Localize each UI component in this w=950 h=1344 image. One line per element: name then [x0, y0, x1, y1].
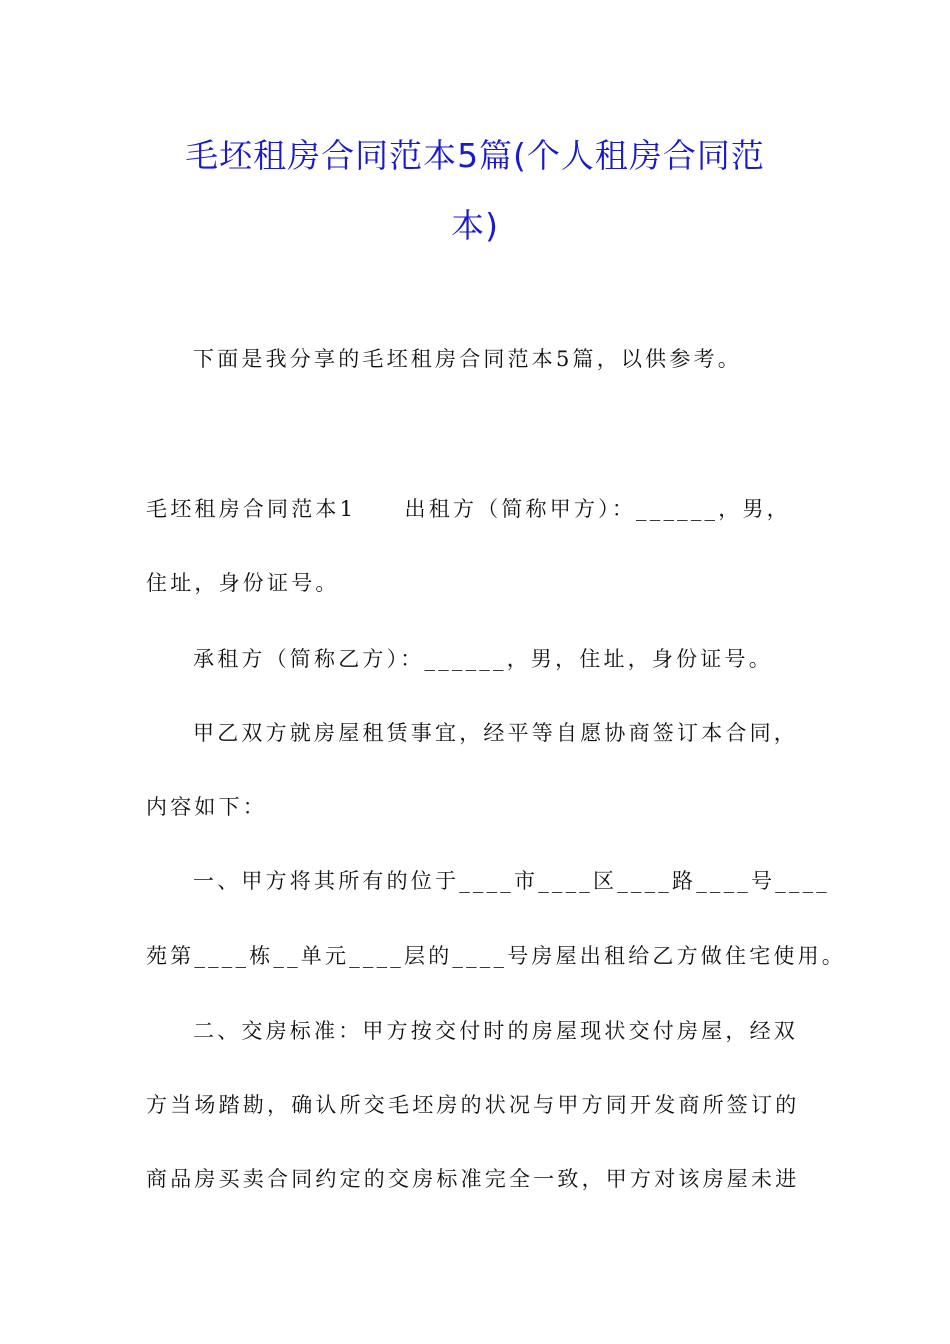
contract-1-heading-line: 毛坯租房合同范本1 出租方（简称甲方）：______，男，: [146, 497, 791, 521]
lessee-line: 承租方（简称乙方）：______，男，住址，身份证号。: [193, 647, 773, 671]
clause-1-line-2: 苑第____栋__单元____层的____号房屋出租给乙方做住宅使用。: [146, 944, 846, 968]
document-title-line-1: 毛坯租房合同范本5篇(个人租房合同范: [185, 136, 765, 175]
agreement-paragraph-line-1: 甲乙双方就房屋租赁事宜，经平等自愿协商签订本合同，: [193, 721, 798, 745]
clause-2-line-2: 方当场踏勘，确认所交毛坯房的状况与甲方同开发商所签订的: [146, 1093, 800, 1117]
intro-paragraph: 下面是我分享的毛坯租房合同范本5篇，以供参考。: [193, 347, 742, 371]
clause-1-line-1: 一、甲方将其所有的位于____市____区____路____号____: [193, 869, 830, 893]
clause-2-line-3: 商品房买卖合同约定的交房标准完全一致，甲方对该房屋未进: [146, 1167, 800, 1191]
clause-2-line-1: 二、交房标准：甲方按交付时的房屋现状交付房屋，经双: [193, 1019, 798, 1043]
agreement-paragraph-line-2: 内容如下：: [146, 795, 267, 819]
lessor-address-line: 住址，身份证号。: [146, 571, 340, 595]
document-title-line-2: 本): [451, 206, 499, 245]
